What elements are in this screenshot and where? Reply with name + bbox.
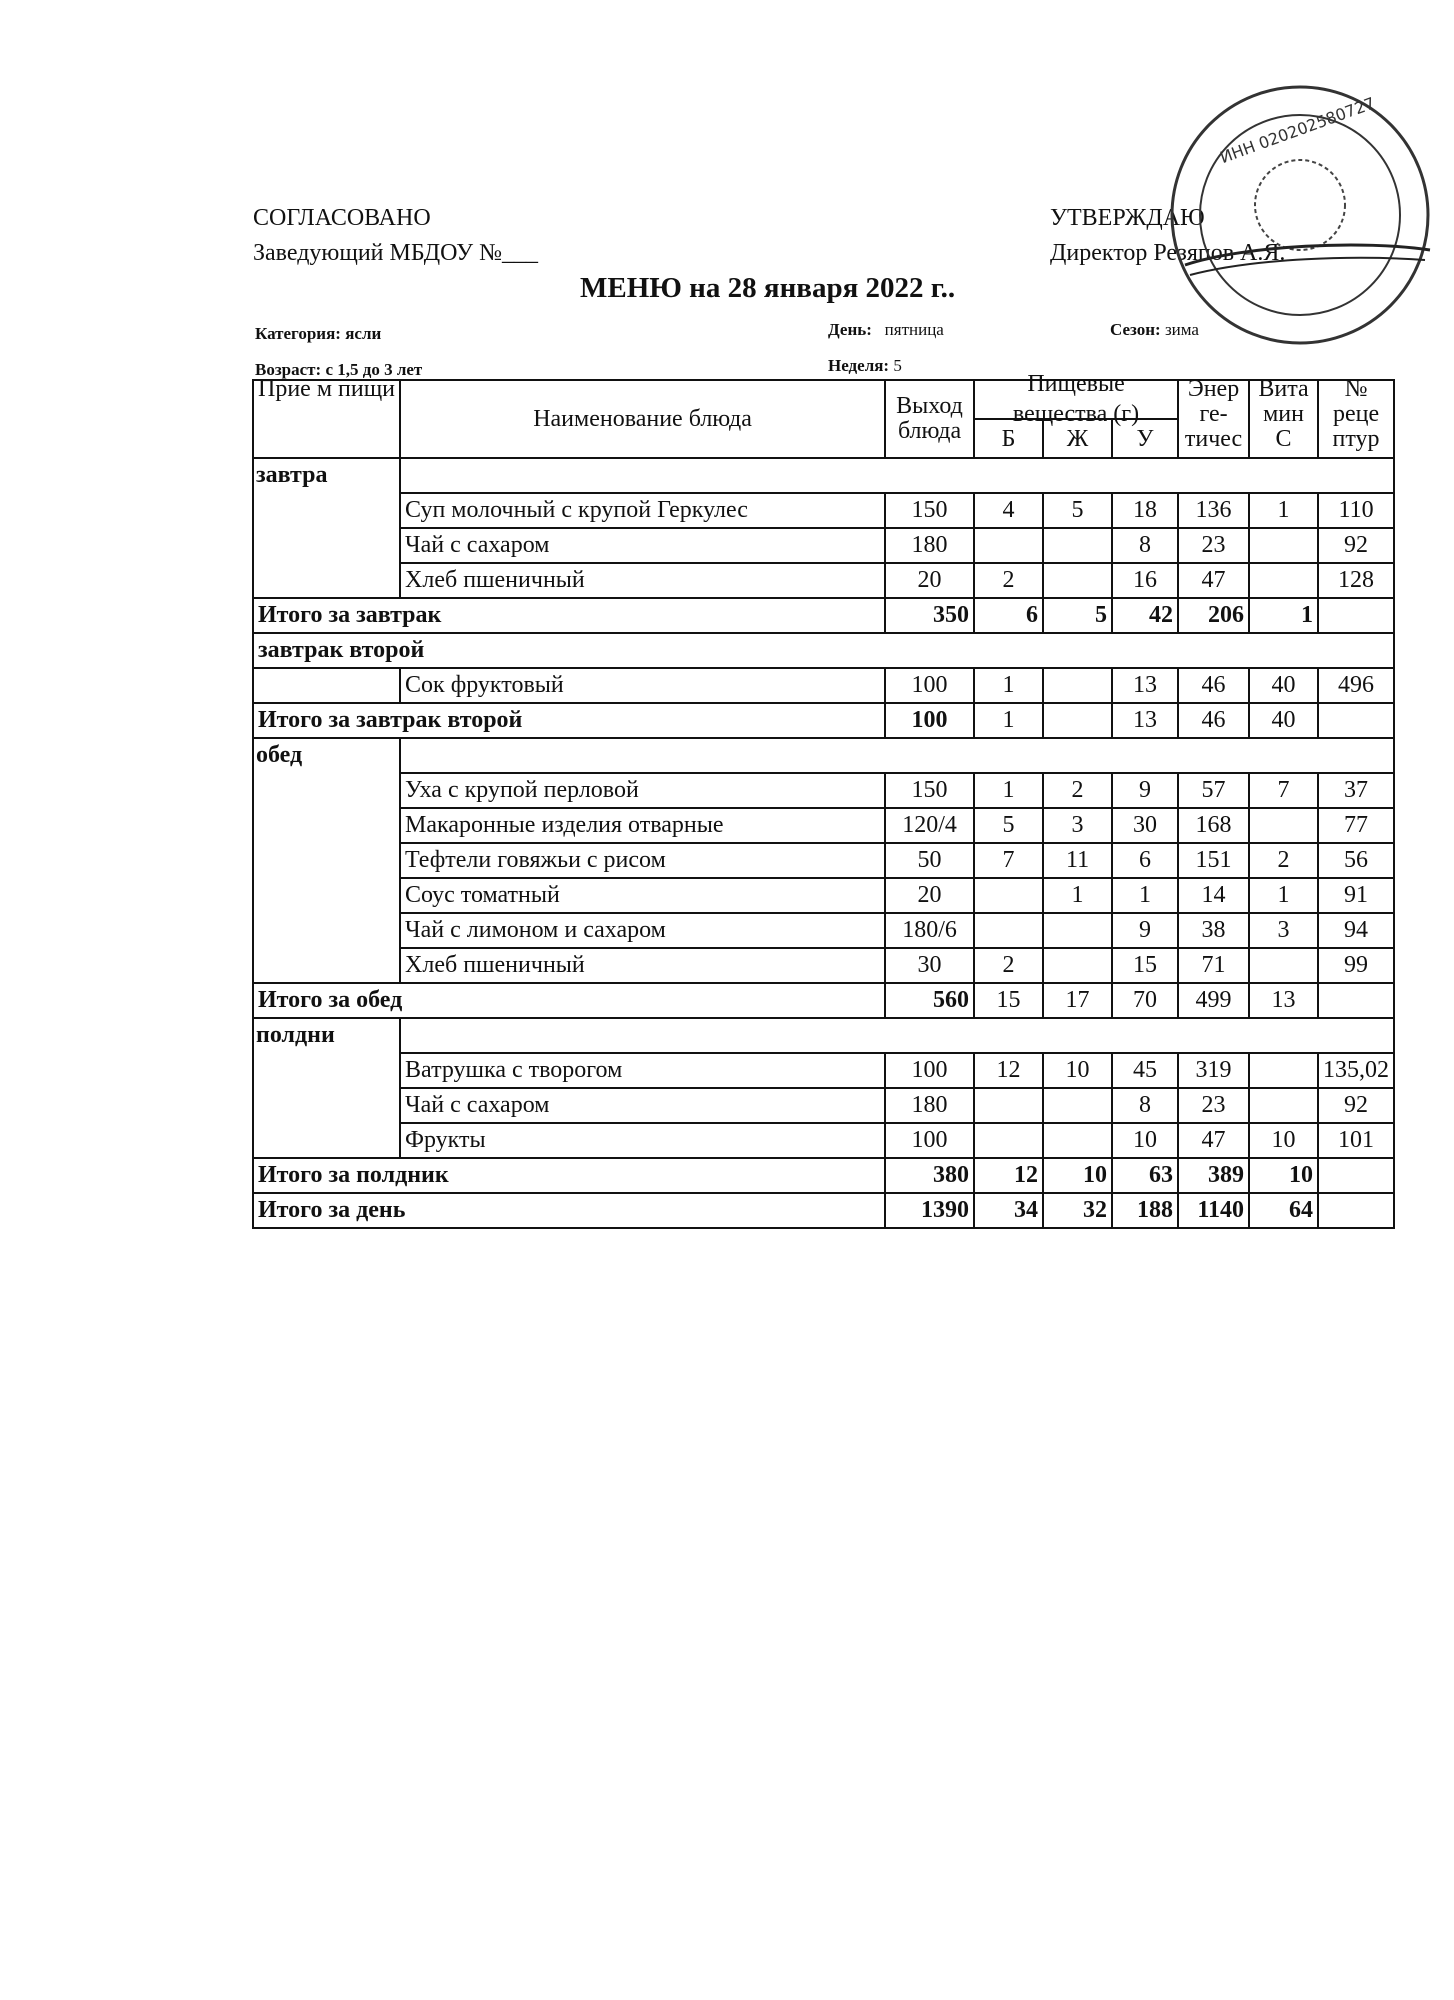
dish-name: Фрукты <box>400 1123 885 1158</box>
output: 100 <box>885 1123 974 1158</box>
output: 150 <box>885 773 974 808</box>
vitamin-c: 1 <box>1249 878 1318 913</box>
vitamin-c <box>1249 808 1318 843</box>
recipe-no: 94 <box>1318 913 1394 948</box>
empty-cell <box>400 1018 1394 1053</box>
empty-cell <box>400 738 1394 773</box>
recipe-no: 135,02 <box>1318 1053 1394 1088</box>
col-fat: Ж <box>1043 419 1112 458</box>
meal-spacer <box>253 808 400 843</box>
recipe-no: 77 <box>1318 808 1394 843</box>
protein: 5 <box>974 808 1043 843</box>
vitamin-c <box>1249 1053 1318 1088</box>
output: 180/6 <box>885 913 974 948</box>
vitamin-c: 1 <box>1249 598 1318 633</box>
fat <box>1043 1088 1112 1123</box>
vitamin-c: 2 <box>1249 843 1318 878</box>
dish-name: Чай с сахаром <box>400 528 885 563</box>
energy: 1140 <box>1178 1193 1249 1228</box>
recipe-no <box>1318 598 1394 633</box>
col-output: Выход блюда <box>885 380 974 458</box>
protein: 34 <box>974 1193 1043 1228</box>
recipe-no: 101 <box>1318 1123 1394 1158</box>
output: 350 <box>885 598 974 633</box>
meal-spacer <box>253 528 400 563</box>
output: 100 <box>885 703 974 738</box>
carbs: 9 <box>1112 913 1178 948</box>
dish-name: Тефтели говяжьи с рисом <box>400 843 885 878</box>
vitamin-c: 13 <box>1249 983 1318 1018</box>
day-label: День: <box>828 320 872 339</box>
carbs: 18 <box>1112 493 1178 528</box>
energy: 206 <box>1178 598 1249 633</box>
recipe-no <box>1318 703 1394 738</box>
protein <box>974 1088 1043 1123</box>
vitamin-c <box>1249 563 1318 598</box>
recipe-no: 56 <box>1318 843 1394 878</box>
dish-row <box>253 773 1394 808</box>
dish-name: Хлеб пшеничный <box>400 563 885 598</box>
energy: 57 <box>1178 773 1249 808</box>
dish-name: Уха с крупой перловой <box>400 773 885 808</box>
fat <box>1043 668 1112 703</box>
total-label: Итого за полдник <box>253 1158 885 1193</box>
fat: 17 <box>1043 983 1112 1018</box>
day <box>828 320 944 340</box>
energy: 46 <box>1178 703 1249 738</box>
fat <box>1043 528 1112 563</box>
meal-spacer <box>253 1053 400 1088</box>
recipe-no: 37 <box>1318 773 1394 808</box>
head-of-school-line: Заведующий МБДОУ №___ <box>253 240 538 266</box>
output: 380 <box>885 1158 974 1193</box>
page-title: МЕНЮ на 28 января 2022 г.. <box>580 272 956 304</box>
carbs: 8 <box>1112 1088 1178 1123</box>
dish-row <box>253 843 1394 878</box>
category <box>255 324 381 344</box>
output: 180 <box>885 528 974 563</box>
carbs: 70 <box>1112 983 1178 1018</box>
total-row <box>253 703 1394 738</box>
week-value: 5 <box>893 356 902 375</box>
category-label: Категория: <box>255 324 341 343</box>
dish-name: Чай с сахаром <box>400 1088 885 1123</box>
recipe-no: 92 <box>1318 1088 1394 1123</box>
dish-row <box>253 1088 1394 1123</box>
fat: 2 <box>1043 773 1112 808</box>
recipe-no: 496 <box>1318 668 1394 703</box>
protein <box>974 1123 1043 1158</box>
meal-spacer <box>253 563 400 598</box>
dish-row <box>253 948 1394 983</box>
total-row <box>253 598 1394 633</box>
meal-spacer <box>253 948 400 983</box>
carbs: 8 <box>1112 528 1178 563</box>
day-value: пятница <box>884 320 944 339</box>
col-nutrients: Пищевые вещества (г) <box>974 380 1178 419</box>
meal-row <box>253 738 1394 773</box>
protein: 1 <box>974 773 1043 808</box>
carbs: 13 <box>1112 668 1178 703</box>
protein <box>974 528 1043 563</box>
menu-table <box>252 371 1395 1229</box>
meal-spacer <box>253 843 400 878</box>
meal-label: полдни <box>253 1018 400 1053</box>
vitamin-c: 1 <box>1249 493 1318 528</box>
protein: 2 <box>974 563 1043 598</box>
col-protein: Б <box>974 419 1043 458</box>
vitamin-c: 64 <box>1249 1193 1318 1228</box>
recipe-no: 99 <box>1318 948 1394 983</box>
fat <box>1043 1123 1112 1158</box>
fat: 10 <box>1043 1053 1112 1088</box>
col-name: Наименование блюда <box>400 380 885 458</box>
category-value: ясли <box>345 324 382 343</box>
dish-name: Макаронные изделия отварные <box>400 808 885 843</box>
dish-row <box>253 808 1394 843</box>
meal-label: обед <box>253 738 400 773</box>
meal-label: завтрак второй <box>253 633 1394 668</box>
col-meal: Прие м пищи <box>253 380 400 458</box>
dish-name: Хлеб пшеничный <box>400 948 885 983</box>
col-energy: Энер ге- тичес <box>1178 380 1249 458</box>
dish-name: Сок фруктовый <box>400 668 885 703</box>
output: 180 <box>885 1088 974 1123</box>
energy: 499 <box>1178 983 1249 1018</box>
energy: 136 <box>1178 493 1249 528</box>
carbs: 15 <box>1112 948 1178 983</box>
age-label: Возраст: <box>255 360 322 379</box>
recipe-no <box>1318 983 1394 1018</box>
energy: 47 <box>1178 1123 1249 1158</box>
energy: 151 <box>1178 843 1249 878</box>
vitamin-c: 3 <box>1249 913 1318 948</box>
recipe-no <box>1318 1193 1394 1228</box>
vitamin-c <box>1249 528 1318 563</box>
vitamin-c <box>1249 948 1318 983</box>
output: 1390 <box>885 1193 974 1228</box>
total-label: Итого за обед <box>253 983 885 1018</box>
fat <box>1043 913 1112 948</box>
output: 20 <box>885 563 974 598</box>
recipe-no: 92 <box>1318 528 1394 563</box>
meal-spacer <box>253 773 400 808</box>
carbs: 30 <box>1112 808 1178 843</box>
fat: 10 <box>1043 1158 1112 1193</box>
energy: 14 <box>1178 878 1249 913</box>
fat: 11 <box>1043 843 1112 878</box>
vitamin-c: 40 <box>1249 668 1318 703</box>
carbs: 10 <box>1112 1123 1178 1158</box>
approve-label: УТВЕРЖДАЮ <box>1050 205 1205 231</box>
total-label: Итого за завтрак второй <box>253 703 885 738</box>
recipe-no: 128 <box>1318 563 1394 598</box>
meal-row <box>253 458 1394 493</box>
vitamin-c: 10 <box>1249 1158 1318 1193</box>
carbs: 9 <box>1112 773 1178 808</box>
fat: 32 <box>1043 1193 1112 1228</box>
energy: 38 <box>1178 913 1249 948</box>
energy: 71 <box>1178 948 1249 983</box>
carbs: 13 <box>1112 703 1178 738</box>
protein: 2 <box>974 948 1043 983</box>
protein <box>974 878 1043 913</box>
recipe-no: 91 <box>1318 878 1394 913</box>
dish-name: Ватрушка с творогом <box>400 1053 885 1088</box>
carbs: 188 <box>1112 1193 1178 1228</box>
energy: 47 <box>1178 563 1249 598</box>
season-label: Сезон: <box>1110 320 1161 339</box>
fat <box>1043 563 1112 598</box>
protein <box>974 913 1043 948</box>
vitamin-c <box>1249 1088 1318 1123</box>
approved-label: СОГЛАСОВАНО <box>253 205 431 231</box>
dish-row <box>253 528 1394 563</box>
week-label: Неделя: <box>828 356 890 375</box>
vitamin-c: 7 <box>1249 773 1318 808</box>
dish-row <box>253 878 1394 913</box>
carbs: 63 <box>1112 1158 1178 1193</box>
protein: 4 <box>974 493 1043 528</box>
energy: 23 <box>1178 1088 1249 1123</box>
total-label: Итого за завтрак <box>253 598 885 633</box>
meal-spacer <box>253 493 400 528</box>
protein: 15 <box>974 983 1043 1018</box>
meal-row <box>253 1018 1394 1053</box>
dish-row <box>253 1053 1394 1088</box>
output: 30 <box>885 948 974 983</box>
carbs: 45 <box>1112 1053 1178 1088</box>
total-row <box>253 983 1394 1018</box>
dish-name: Чай с лимоном и сахаром <box>400 913 885 948</box>
day-total-row <box>253 1193 1394 1228</box>
meal-spacer <box>253 668 400 703</box>
protein: 12 <box>974 1158 1043 1193</box>
season-value: зима <box>1164 320 1199 339</box>
energy: 389 <box>1178 1158 1249 1193</box>
protein: 1 <box>974 668 1043 703</box>
svg-text:ИНН 020202580727: ИНН 020202580727 <box>1217 93 1378 168</box>
day-total-label: Итого за день <box>253 1193 885 1228</box>
protein: 7 <box>974 843 1043 878</box>
dish-name: Соус томатный <box>400 878 885 913</box>
week <box>828 356 902 376</box>
output: 20 <box>885 878 974 913</box>
carbs: 1 <box>1112 878 1178 913</box>
dish-name: Суп молочный с крупой Геркулес <box>400 493 885 528</box>
vitamin-c: 40 <box>1249 703 1318 738</box>
protein: 6 <box>974 598 1043 633</box>
recipe-no <box>1318 1158 1394 1193</box>
output: 100 <box>885 668 974 703</box>
output: 100 <box>885 1053 974 1088</box>
empty-cell <box>400 458 1394 493</box>
output: 50 <box>885 843 974 878</box>
fat <box>1043 703 1112 738</box>
meal-label: завтра <box>253 458 400 493</box>
col-carbs: У <box>1112 419 1178 458</box>
fat: 3 <box>1043 808 1112 843</box>
official-stamp <box>1165 80 1435 350</box>
carbs: 16 <box>1112 563 1178 598</box>
fat: 1 <box>1043 878 1112 913</box>
output: 150 <box>885 493 974 528</box>
dish-row <box>253 668 1394 703</box>
output: 560 <box>885 983 974 1018</box>
protein: 12 <box>974 1053 1043 1088</box>
age-value: с 1,5 до 3 лет <box>325 360 423 379</box>
dish-row <box>253 1123 1394 1158</box>
fat: 5 <box>1043 598 1112 633</box>
energy: 168 <box>1178 808 1249 843</box>
dish-row <box>253 913 1394 948</box>
dish-row <box>253 563 1394 598</box>
energy: 46 <box>1178 668 1249 703</box>
total-row <box>253 1158 1394 1193</box>
meal-spacer <box>253 1123 400 1158</box>
col-vitamin: Вита мин С <box>1249 380 1318 458</box>
meal-row <box>253 633 1394 668</box>
fat <box>1043 948 1112 983</box>
dish-row <box>253 493 1394 528</box>
energy: 23 <box>1178 528 1249 563</box>
fat: 5 <box>1043 493 1112 528</box>
recipe-no: 110 <box>1318 493 1394 528</box>
protein: 1 <box>974 703 1043 738</box>
energy: 319 <box>1178 1053 1249 1088</box>
carbs: 6 <box>1112 843 1178 878</box>
vitamin-c: 10 <box>1249 1123 1318 1158</box>
director-line: Директор Резяпов А.Я. <box>1050 240 1286 266</box>
output: 120/4 <box>885 808 974 843</box>
meal-spacer <box>253 878 400 913</box>
header-row <box>253 380 1394 419</box>
col-recipe: № реце птур <box>1318 380 1394 458</box>
meal-spacer <box>253 913 400 948</box>
meal-spacer <box>253 1088 400 1123</box>
carbs: 42 <box>1112 598 1178 633</box>
